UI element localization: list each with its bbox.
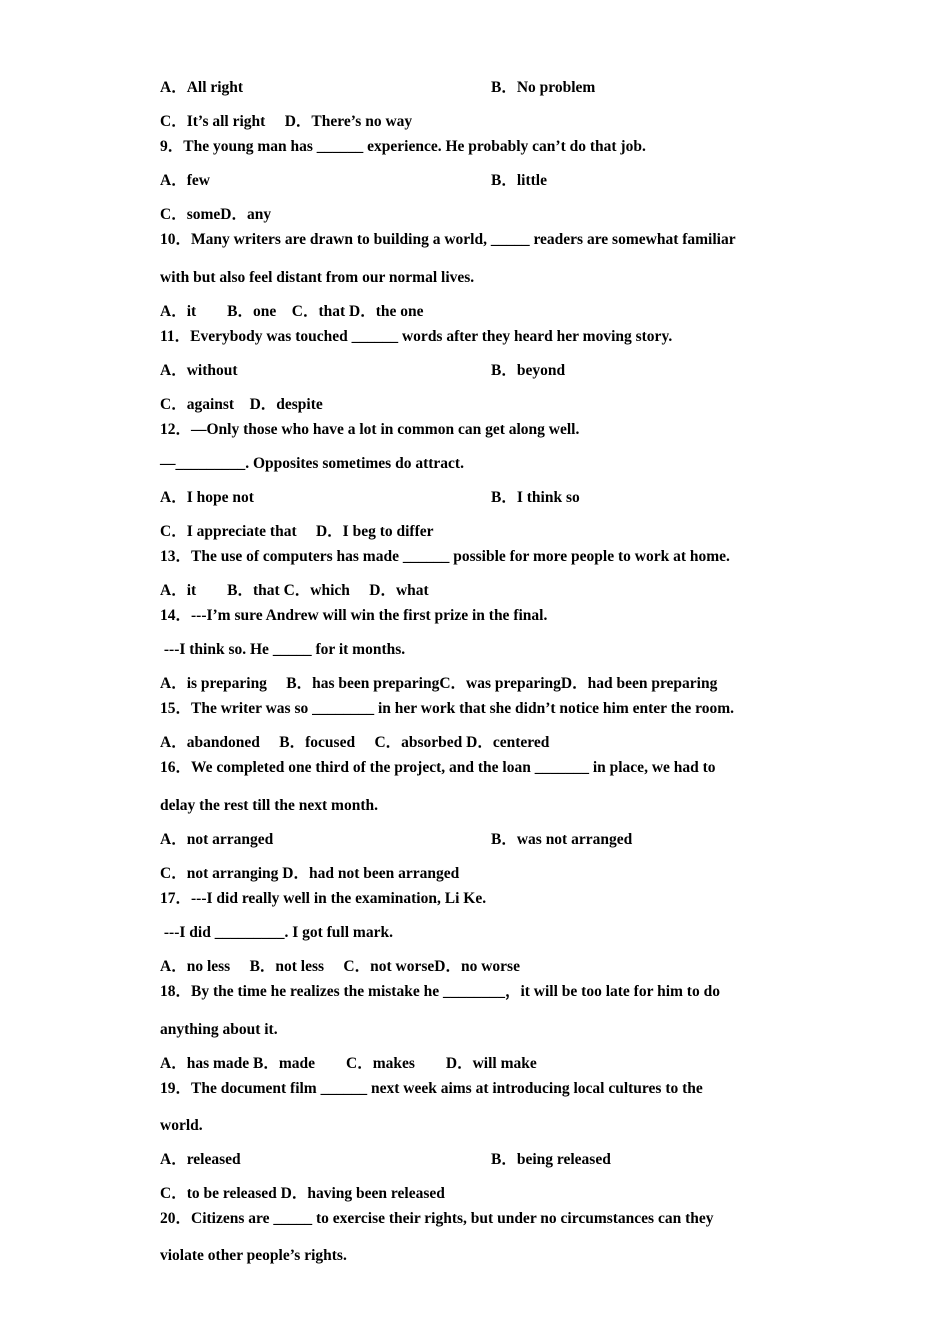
text-line: A．I hope not [160, 489, 254, 506]
text-line: C．I appreciate that D．I beg to differ [160, 523, 434, 540]
option-b: B．being released [491, 1151, 611, 1168]
text-line: 9．The young man has ______ experience. He probably can’t do that job. [160, 138, 646, 155]
text-line: 17．---I did really well in the examination, Li Ke. [160, 890, 487, 907]
text-line: 15．The writer was so ________ in her work that she didn’t notice him enter the room. [160, 700, 735, 717]
text-line: A．abandoned B．focused C．absorbed D．centered [160, 734, 550, 751]
text-line: A．is preparing B．has been preparingC．was preparingD．had been preparing [160, 675, 718, 692]
text-line: 10．Many writers are drawn to building a world, _____ readers are somewhat familiar [160, 231, 736, 248]
text-line: A．without [160, 362, 238, 379]
text-line: A．it B．that C．which D．what [160, 582, 429, 599]
text-line: ---I think so. He _____ for it months. [160, 641, 406, 658]
text-line: C．against D．despite [160, 396, 323, 413]
text-line: 11．Everybody was touched ______ words after they heard her moving story. [160, 328, 673, 345]
text-line: 13．The use of computers has made ______ possible for more people to work at home. [160, 548, 730, 565]
option-b: B．was not arranged [491, 831, 633, 848]
text-line: ---I did _________. I got full mark. [160, 924, 393, 941]
text-line: A．released [160, 1151, 241, 1168]
text-line: 18．By the time he realizes the mistake he ________，it will be too late for him to do [160, 983, 720, 1000]
text-line: A．not arranged [160, 831, 274, 848]
text-line: 20．Citizens are _____ to exercise their rights, but under no circumstances can they [160, 1210, 714, 1227]
text-line: delay the rest till the next month. [160, 797, 378, 814]
text-line: A．no less B．not less C．not worseD．no worse [160, 958, 520, 975]
text-line: A．few [160, 172, 210, 189]
text-line: violate other people’s rights. [160, 1247, 347, 1264]
text-line: with but also feel distant from our normal lives. [160, 269, 475, 286]
option-b: B．little [491, 172, 547, 189]
text-line: 12．—Only those who have a lot in common can get along well. [160, 421, 580, 438]
option-b: B．No problem [491, 79, 596, 96]
text-line: C．not arranging D．had not been arranged [160, 865, 460, 882]
text-line: world. [160, 1117, 203, 1134]
option-b: B．beyond [491, 362, 566, 379]
text-line: A．it B．one C．that D．the one [160, 303, 424, 320]
text-line: 14．---I’m sure Andrew will win the first prize in the final. [160, 607, 548, 624]
text-line: —_________. Opposites sometimes do attract. [160, 455, 464, 472]
text-line: 19．The document film ______ next week aims at introducing local cultures to the [160, 1080, 703, 1097]
text-line: A．has made B．made C．makes D．will make [160, 1055, 537, 1072]
text-line: A．All right [160, 79, 244, 96]
text-line: 16．We completed one third of the project, and the loan _______ in place, we had to [160, 759, 716, 776]
text-line: anything about it. [160, 1021, 278, 1038]
text-line: C．someD．any [160, 206, 272, 223]
text-line: C．to be released D．having been released [160, 1185, 445, 1202]
option-b: B．I think so [491, 489, 580, 506]
text-line: C．It’s all right D．There’s no way [160, 113, 413, 130]
